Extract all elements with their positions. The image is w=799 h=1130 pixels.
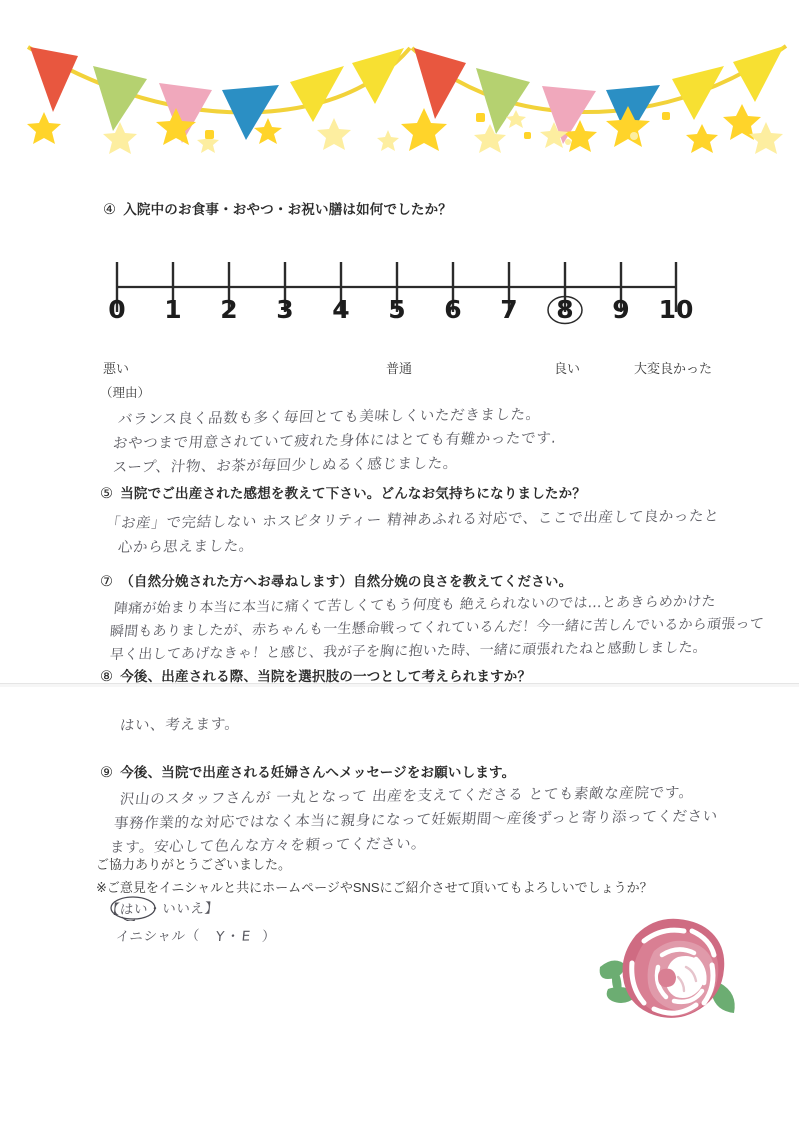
question-5-text: 当院でご出産された感想を教えて下さい。どんなお気持ちになりましたか？	[120, 486, 587, 501]
question-9-number: ⑨	[100, 765, 114, 781]
reason-label: （理由）	[100, 386, 151, 400]
question-7-text: （自然分娩された方へお尋ねします）自然分娩の良さを教えてください。	[120, 574, 573, 589]
scale-anchor-good: 良い	[554, 361, 581, 376]
question-4-text: 入院中のお食事・おやつ・お祝い膳は如何でしたか？	[123, 202, 453, 217]
scale-tick-1[interactable]: 1	[164, 295, 182, 324]
question-8-heading	[100, 665, 531, 685]
bunting-flags-right	[414, 46, 784, 144]
scale-tick-9[interactable]: 9	[612, 295, 630, 324]
scale-tick-10[interactable]: 10	[658, 295, 694, 324]
scale-anchor-very-good: 大変良かった	[634, 361, 713, 376]
q9-answer-line-3: ます。安心して色んな方々を頼ってください。	[109, 836, 427, 856]
q9-answer-line-2: 事務作業的な対応ではなく本当に親身になって妊娠期間〜産後ずっと寄り添ってください	[113, 808, 719, 832]
question-9-heading	[100, 761, 515, 781]
scale-tick-3[interactable]: 3	[276, 295, 294, 324]
consent-yes-circle-mark	[108, 895, 160, 921]
initial-value: Y・E	[215, 928, 253, 945]
scale-tick-7[interactable]: 7	[500, 295, 518, 324]
consent-question: ※ご意見をイニシャルと共にホームページやSNSにご紹介させて頂いてもよろしいでしょうか？	[96, 880, 653, 895]
q4-reason-line-1: バランス良く品数も多く毎回とても美味しくいただきました。	[117, 406, 542, 428]
question-7-heading	[100, 570, 572, 590]
scale-anchor-mid: 普通	[386, 361, 413, 376]
q5-answer-line-2: 心から思えました。	[117, 538, 255, 556]
rose-petals	[623, 919, 725, 1018]
q4-reason-line-3: スープ、汁物、お茶が毎回少しぬるく感じました。	[112, 455, 459, 476]
scale-tick-8-selected[interactable]: 8	[556, 295, 574, 324]
initial-label: イニシャル（	[115, 927, 201, 945]
scale-tick-5[interactable]: 5	[388, 295, 406, 324]
initial-close: ）	[261, 928, 277, 945]
question-8-text: 今後、出産される際、当院を選択肢の一つとして考えられますか？	[120, 669, 532, 684]
scattered-stars	[27, 104, 783, 154]
q5-answer-line-1: 「お産」で完結しない ホスピタリティー 精神あふれる対応で、ここで出産して良かったと	[105, 508, 721, 532]
rating-scale-tick-labels	[0, 296, 799, 326]
q9-answer-line-1: 沢山のスタッフさんが 一丸となって 出産を支えてくださる とても素敵な産院です。	[119, 784, 695, 808]
q8-answer-line-1: はい、考えます。	[119, 716, 241, 734]
question-8-number: ⑧	[100, 669, 114, 685]
scan-seam-artifact-soft	[0, 684, 799, 687]
party-bunting-banner	[0, 0, 799, 175]
q7-answer-line-2: 瞬間もありましたが、赤ちゃんも一生懸命戦ってくれているんだ！今一緒に苦しんでいるから頑張って	[109, 616, 765, 640]
question-7-number: ⑦	[100, 574, 114, 590]
question-9-text: 今後、当院で出産される妊婦さんへメッセージをお願いします。	[120, 765, 516, 780]
question-5-heading	[100, 482, 586, 502]
question-4-number: ④	[103, 202, 117, 218]
scale-tick-6[interactable]: 6	[444, 295, 462, 324]
consent-options[interactable]: 【はい・いいえ】	[105, 900, 220, 918]
scale-tick-4[interactable]: 4	[332, 295, 350, 324]
q4-reason-line-2: おやつまで用意されていて疲れた身体にはとても有難かったです.	[112, 430, 558, 452]
q7-answer-line-1: 陣痛が始まり本当に本当に痛くて苦しくてもう何度も 絶えられないのでは…とあきらめかけた	[113, 593, 717, 617]
question-4-heading	[103, 198, 452, 218]
q7-answer-line-3: 早く出してあげなきゃ！と感じ、我が子を胸に抱いた時、一緒に頑張れたねと感動しました。	[109, 639, 708, 663]
selected-rating-circle-mark	[545, 292, 585, 328]
scale-tick-2[interactable]: 2	[220, 295, 238, 324]
question-5-number: ⑤	[100, 486, 114, 502]
scale-anchor-low: 悪い	[103, 361, 130, 376]
thanks-text: ご協力ありがとうございました。	[96, 857, 292, 872]
rose-stamp-illustration	[592, 905, 762, 1060]
scale-tick-0[interactable]: 0	[108, 295, 126, 324]
